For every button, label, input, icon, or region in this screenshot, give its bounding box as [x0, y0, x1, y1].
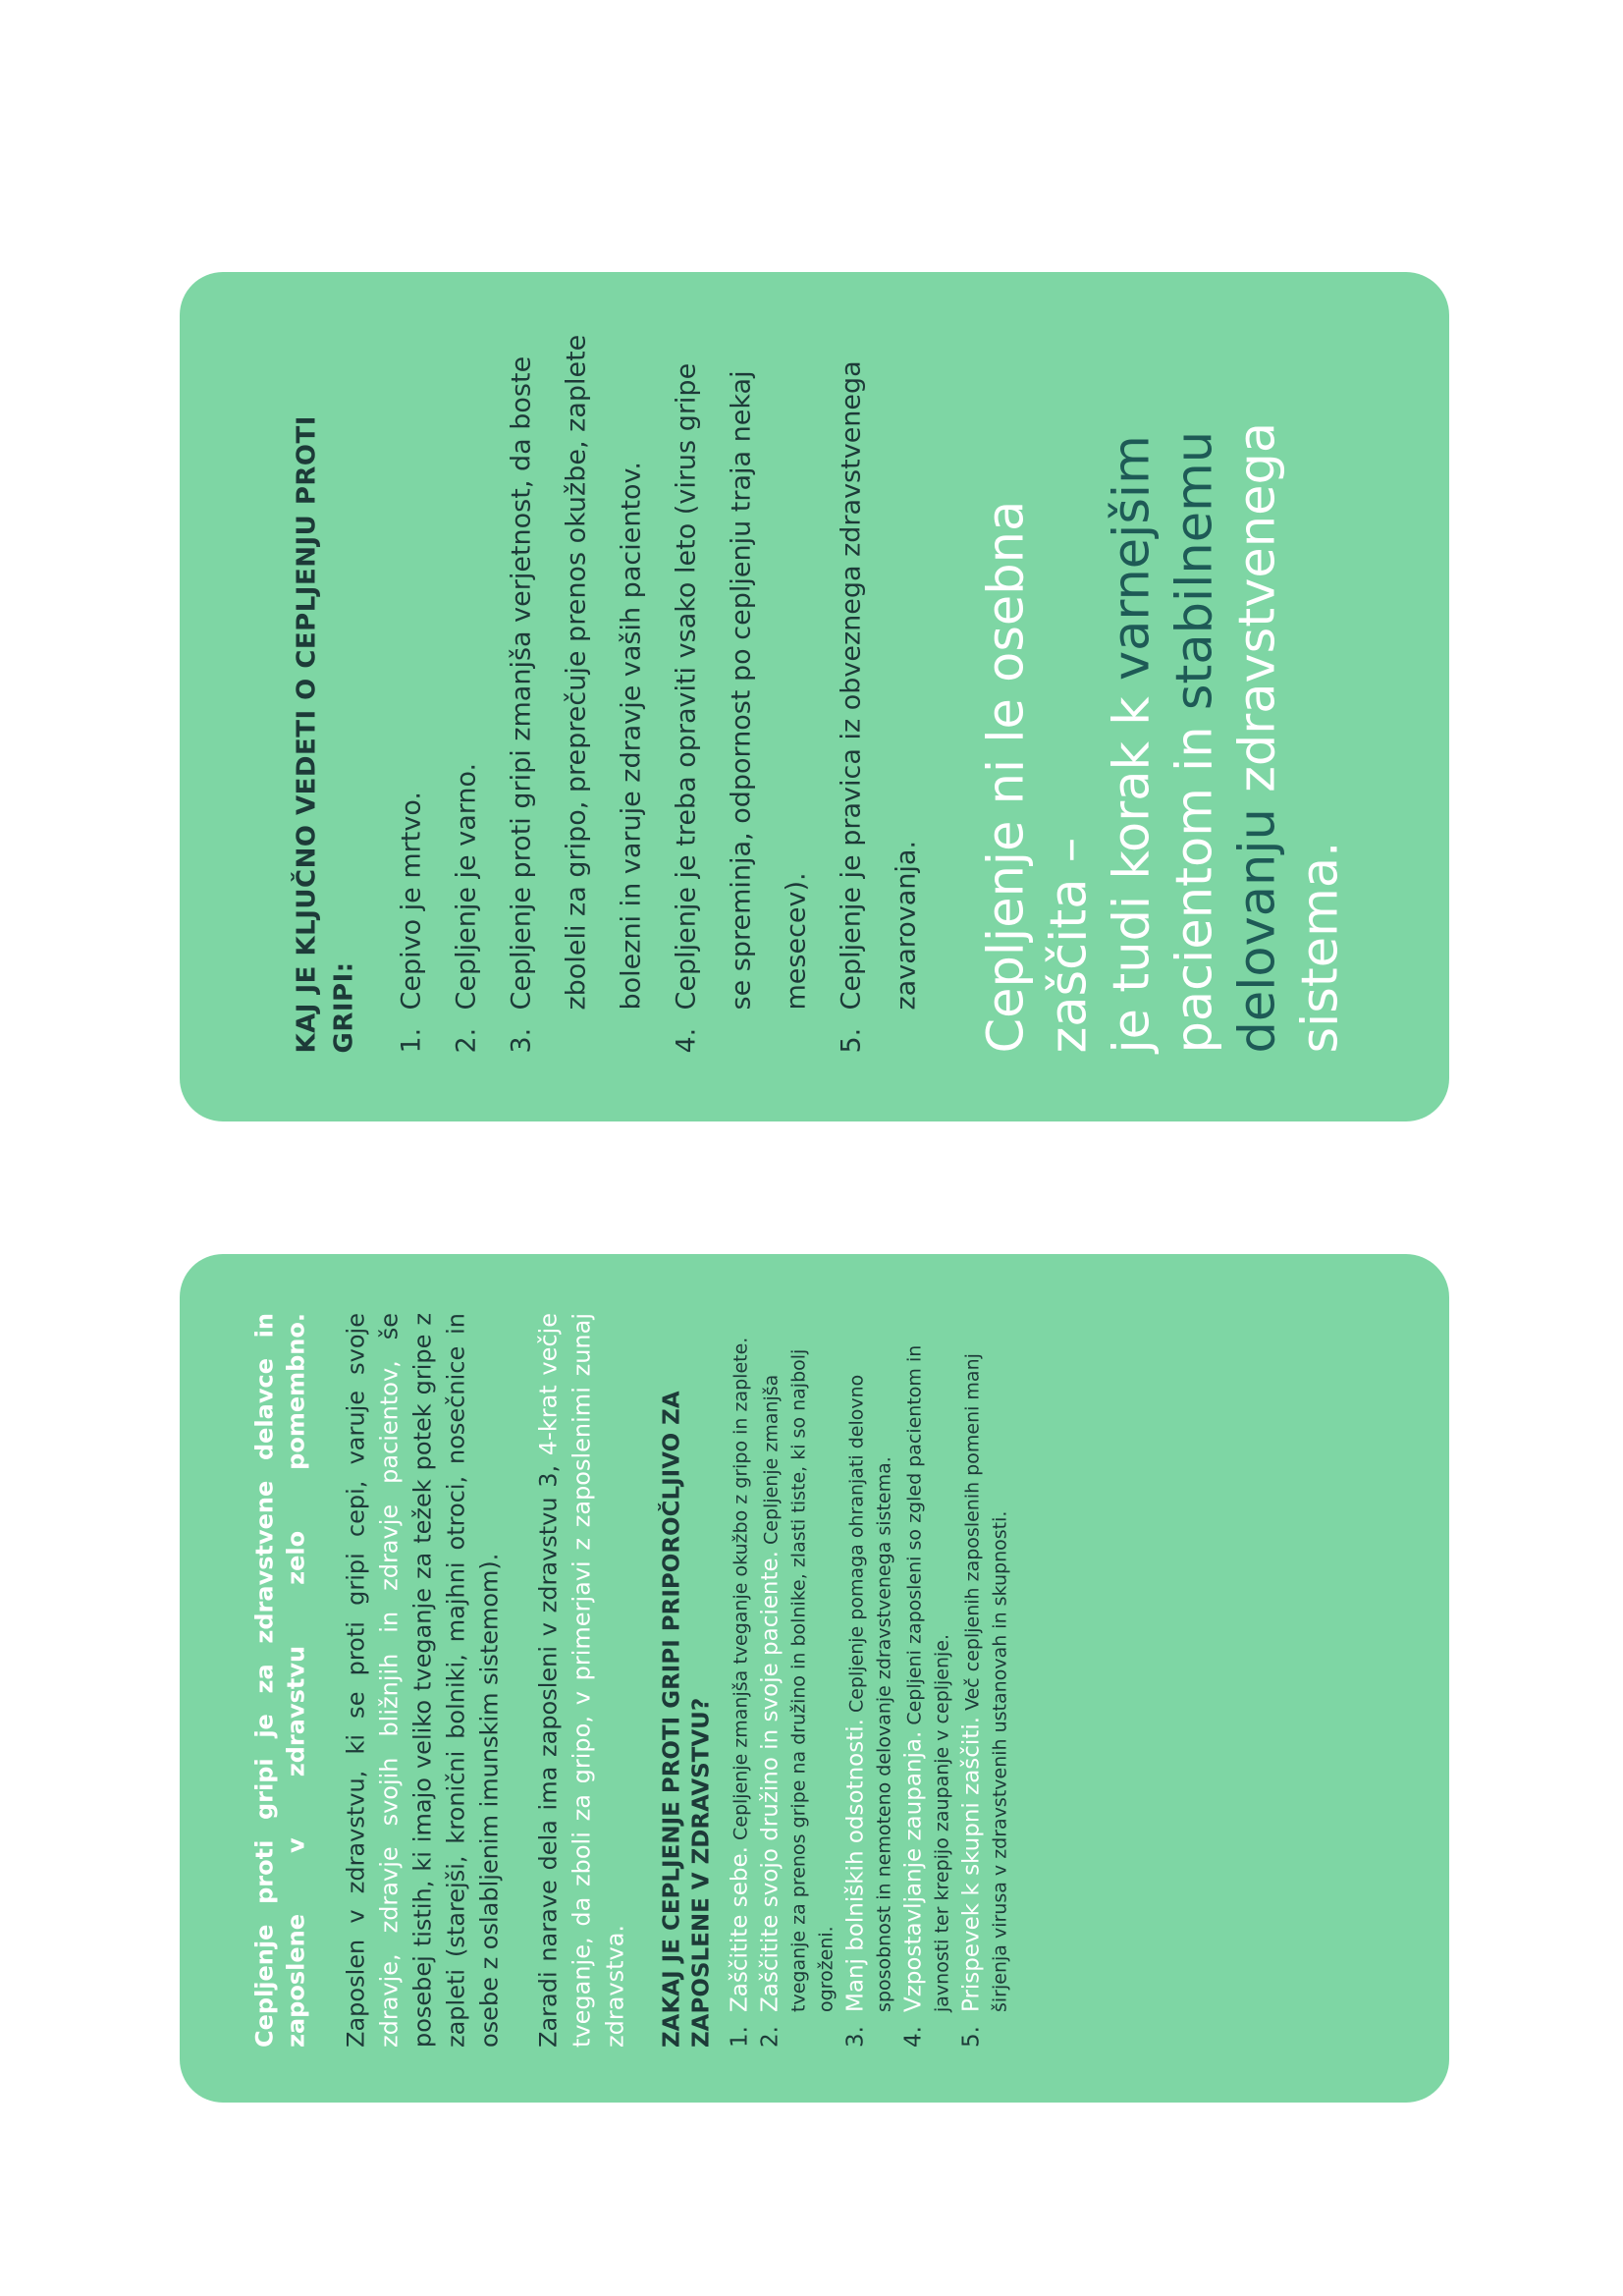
list-item: 2. Zaščitite svojo družino in svoje paciente. Cepljenje zmanjša tveganje za prenos gripe na družino in bolnike, zlasti tiste, ki so najbolj ogroženi. [757, 1348, 837, 2048]
key-facts-content [180, 272, 1449, 1121]
list-item: 5. Cepljenje je pravica iz obveznega zdravstvenega zavarovanja. [836, 359, 921, 1053]
healthcare-workers-content [180, 1254, 1449, 2103]
paragraph-risk: Zaradi narave dela ima zaposleni v zdravstvu 3, 4-krat večje tveganje, da zboli za gripo, v primerjavi z zaposlenimi zunaj zdravstva. [534, 1313, 628, 2048]
list-item: 3. Manj bolniških odsotnosti. Cepljenje pomaga ohranjati delovno sposobnost in nemoteno delovanje zdravstvenega sistema. [842, 1374, 894, 2048]
list-item: 1. Cepivo je mrtvo. [396, 791, 426, 1053]
info-card-key-facts [180, 272, 1449, 1121]
list-item: 4. Vzpostavljanje zaupanja. Cepljeni zaposleni so zgled pacientom in javnosti ter krepijo zaupanje v cepljenje. [900, 1344, 952, 2048]
list-item: 4. Cepljenje je treba opraviti vsako leto (virus gripe se spreminja, odpornost po cepljenju traja nekaj mesecev). [671, 362, 811, 1053]
key-facts-title: KAJ JE KLJUČNO VEDETI O CEPLJENJU PROTI GRIPI: [292, 414, 358, 1053]
list-item: 2. Cepljenje je varno. [451, 762, 481, 1053]
list-item: 5. Prispevek k skupni zaščiti. Več cepljenih zaposlenih pomeni manj širjenja virusa v zdravstvenih ustanovah in skupnosti. [958, 1353, 1010, 2048]
list-item: 3. Cepljenje proti gripi zmanjša verjetnost, da boste zboleli za gripo, preprečuje prenos okužbe, zaplete bolezni in varuje zdravje vaših pacientov. [506, 334, 646, 1053]
list-item: 1. Zaščitite sebe. Cepljenje zmanjša tveganje okužbo z gripo in zaplete. [727, 1337, 752, 2048]
paragraph-protection: Zaposlen v zdravstvu, ki se proti gripi cepi, varuje svoje zdravje, zdravje svojih bližnjih in zdravje pacientov, še posebej tistih, ki imajo veliko tveganje za težek potek gripe z zapleti (starejši, kronični bolniki, majhni otroci, nosečnice in osebe z oslabljenim imunskim sistemom). [342, 1313, 503, 2048]
vaccination-slogan: Cepljenje ni le osebna zaščita – je tudi korak k varnejšim pacientom in stabilnemu delovanju zdravstvenega sistema. [977, 421, 1349, 1053]
reasons-list [726, 1313, 1013, 2048]
info-card-healthcare-workers [180, 1254, 1449, 2103]
key-facts-list [384, 331, 934, 1053]
intro-heading: Cepljenje proti gripi je za zdravstvene delavce in zaposlene v zdravstvu zelo pomembno. [250, 1313, 309, 2048]
reasons-title: ZAKAJ JE CEPLJENJE PROTI GRIPI PRIPOROČLJIVO ZA ZAPOSLENE V ZDRAVSTVU? [659, 1391, 714, 2048]
